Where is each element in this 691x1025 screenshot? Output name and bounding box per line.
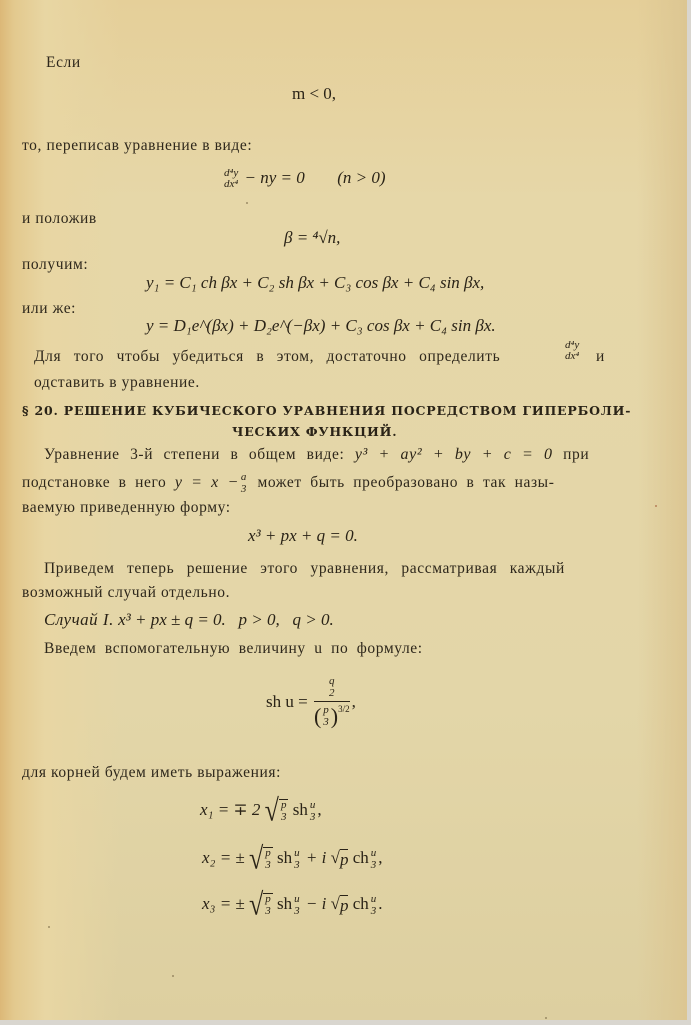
formula-differential-equation <box>222 168 386 190</box>
root-lhs: x₃ = ± <box>202 893 245 913</box>
paragraph-obtain: получим: <box>22 256 89 273</box>
radicand: p <box>339 849 349 869</box>
punctuation: , <box>378 847 383 867</box>
fraction-numerator: d⁴y <box>224 167 239 180</box>
body-line6: Введем вспомогательную величину u по формуле: <box>44 640 423 657</box>
u-over-3 <box>371 848 377 871</box>
fraction-denominator: 2 <box>329 687 335 699</box>
fraction-denominator: 3 <box>294 904 300 917</box>
sqrt-p-over-3: √ p 3 <box>249 887 271 922</box>
formula-reduced-form: x³ + px + q = 0. <box>248 526 358 545</box>
sh-function: sh <box>277 847 293 867</box>
sh-u-denominator: ( p 3 )$^{3/2}$ <box>313 703 350 729</box>
sqrt-p-over-3: √ p 3 <box>264 793 287 828</box>
paper-speck <box>655 505 657 507</box>
derivative-fraction-inline <box>563 340 581 362</box>
fraction-numerator: p <box>265 893 271 905</box>
case-1-line <box>44 610 334 630</box>
paragraph-verify-line2: одставить в уравнение. <box>34 374 200 391</box>
general-cubic-formula: y³ + ay² + by + c = 0 <box>354 446 553 463</box>
body-text: подстановке в него <box>22 474 167 492</box>
fraction-numerator: u <box>294 846 300 859</box>
p-over-3 <box>323 705 329 728</box>
word-and: и <box>596 348 605 365</box>
paragraph-rewrite: то, переписав уравнение в виде: <box>22 137 253 154</box>
section-heading-line1: § 20. РЕШЕНИЕ КУБИЧЕСКОГО УРАВНЕНИЯ ПОСРЕДСТВОМ ГИПЕРБОЛИ- <box>22 403 632 418</box>
sqrt-p-over-3: √ p 3 <box>249 841 271 876</box>
fraction-numerator: p <box>280 799 287 811</box>
operator: + i <box>305 847 327 867</box>
root-lhs: x₂ = ± <box>202 847 245 867</box>
paper-speck <box>545 1017 547 1019</box>
section-heading-line2: ЧЕСКИХ ФУНКЦИЙ. <box>232 424 398 439</box>
sqrt-p: √p <box>330 893 349 915</box>
fraction-numerator: p <box>265 847 271 859</box>
root-lhs: x₁ = ∓ 2 <box>200 799 261 819</box>
formula-y-solution-exp: y = D₁e^(βx) + D₂e^(−βx) + C₃ cos βx + C₄ sin βx. <box>146 316 496 335</box>
paper-speck <box>246 202 248 204</box>
case-formula: x³ + px ± q = 0. p > 0, q > 0. <box>118 610 334 629</box>
fraction-denominator: 3 <box>370 858 377 871</box>
paper-speck <box>48 926 50 928</box>
fraction-numerator: p <box>323 704 329 716</box>
fraction-numerator: u <box>370 846 377 859</box>
fraction <box>565 340 579 362</box>
substitution-formula: y = x − <box>174 474 239 492</box>
sh-u-fraction <box>314 676 350 728</box>
case-label: Случай I. <box>44 610 114 629</box>
formula-y1-solution: y₁ = C₁ ch βx + C₂ sh βx + C₃ cos βx + C₄ sin βx, <box>146 273 485 292</box>
u-over-3 <box>371 894 377 917</box>
paragraph-or: или же: <box>22 300 77 317</box>
fraction-numerator: u <box>309 798 316 811</box>
equation-condition: (n > 0) <box>337 168 386 187</box>
fraction-denominator: dx⁴ <box>565 350 580 363</box>
fraction-numerator: u <box>370 892 377 905</box>
paper-speck <box>172 975 174 977</box>
sh-u-numerator <box>314 676 350 702</box>
fraction-numerator: d⁴y <box>565 339 580 352</box>
paragraph-if: Если <box>46 54 81 71</box>
exponent: 3/2 <box>338 704 350 714</box>
paragraph-setting: и положив <box>22 210 97 227</box>
derivative-fraction <box>224 168 238 190</box>
body-line1 <box>44 446 589 464</box>
fraction-denominator: 3 <box>294 858 300 871</box>
sh-u-lhs: sh u = <box>266 692 308 711</box>
sqrt-p: √p <box>330 847 349 869</box>
fraction-denominator: 3 <box>323 716 329 728</box>
u-over-3 <box>310 800 316 823</box>
formula-beta: β = ⁴√n, <box>284 228 341 247</box>
fraction-denominator: 3 <box>280 811 287 823</box>
u-over-3 <box>294 848 300 871</box>
root-x1 <box>200 793 322 828</box>
fraction-numerator: a <box>240 471 247 483</box>
fraction-numerator: u <box>294 892 300 905</box>
body-line3: ваемую приведенную форму: <box>22 499 231 516</box>
punctuation: . <box>378 893 383 913</box>
body-text: может быть преобразовано в так назы- <box>257 474 555 492</box>
fraction-a-over-3 <box>241 472 247 495</box>
body-line5: возможный случай отдельно. <box>22 584 231 601</box>
u-over-3 <box>294 894 300 917</box>
formula-m-less-zero: m < 0, <box>292 84 337 103</box>
fraction <box>265 848 271 871</box>
fraction-denominator: 3 <box>265 905 271 917</box>
fraction-denominator: dx⁴ <box>224 178 239 191</box>
body-line2 <box>22 472 554 495</box>
formula-sh-u: sh u = q 2 ( p 3 )$^{3/2}$ , <box>266 675 356 729</box>
fraction <box>281 800 287 823</box>
root-x2 <box>202 841 383 876</box>
fraction-denominator: 3 <box>240 483 247 495</box>
fraction-denominator: 3 <box>265 859 271 871</box>
body-text: Уравнение 3-й степени в общем виде: <box>44 446 345 463</box>
root-x3 <box>202 887 383 922</box>
radicand: p <box>339 895 349 915</box>
sh-function: sh <box>292 799 308 819</box>
ch-function: ch <box>352 847 369 867</box>
fraction-numerator: q <box>329 675 335 687</box>
q-over-2 <box>329 676 335 699</box>
paragraph-verify-line1: Для того чтобы убедиться в этом, достаточно определить <box>34 348 501 365</box>
fraction-denominator: 3 <box>309 810 316 823</box>
operator: − i <box>305 893 327 913</box>
sh-function: sh <box>277 893 293 913</box>
body-line7: для корней будем иметь выражения: <box>22 764 282 781</box>
ch-function: ch <box>352 893 369 913</box>
body-text: при <box>563 446 590 463</box>
body-line4: Приведем теперь решение этого уравнения, рассматривая каждый <box>44 560 565 577</box>
fraction-denominator: 3 <box>370 904 377 917</box>
equation-body: − ny = 0 <box>244 168 305 187</box>
punctuation: , <box>317 799 322 819</box>
fraction <box>265 894 271 917</box>
